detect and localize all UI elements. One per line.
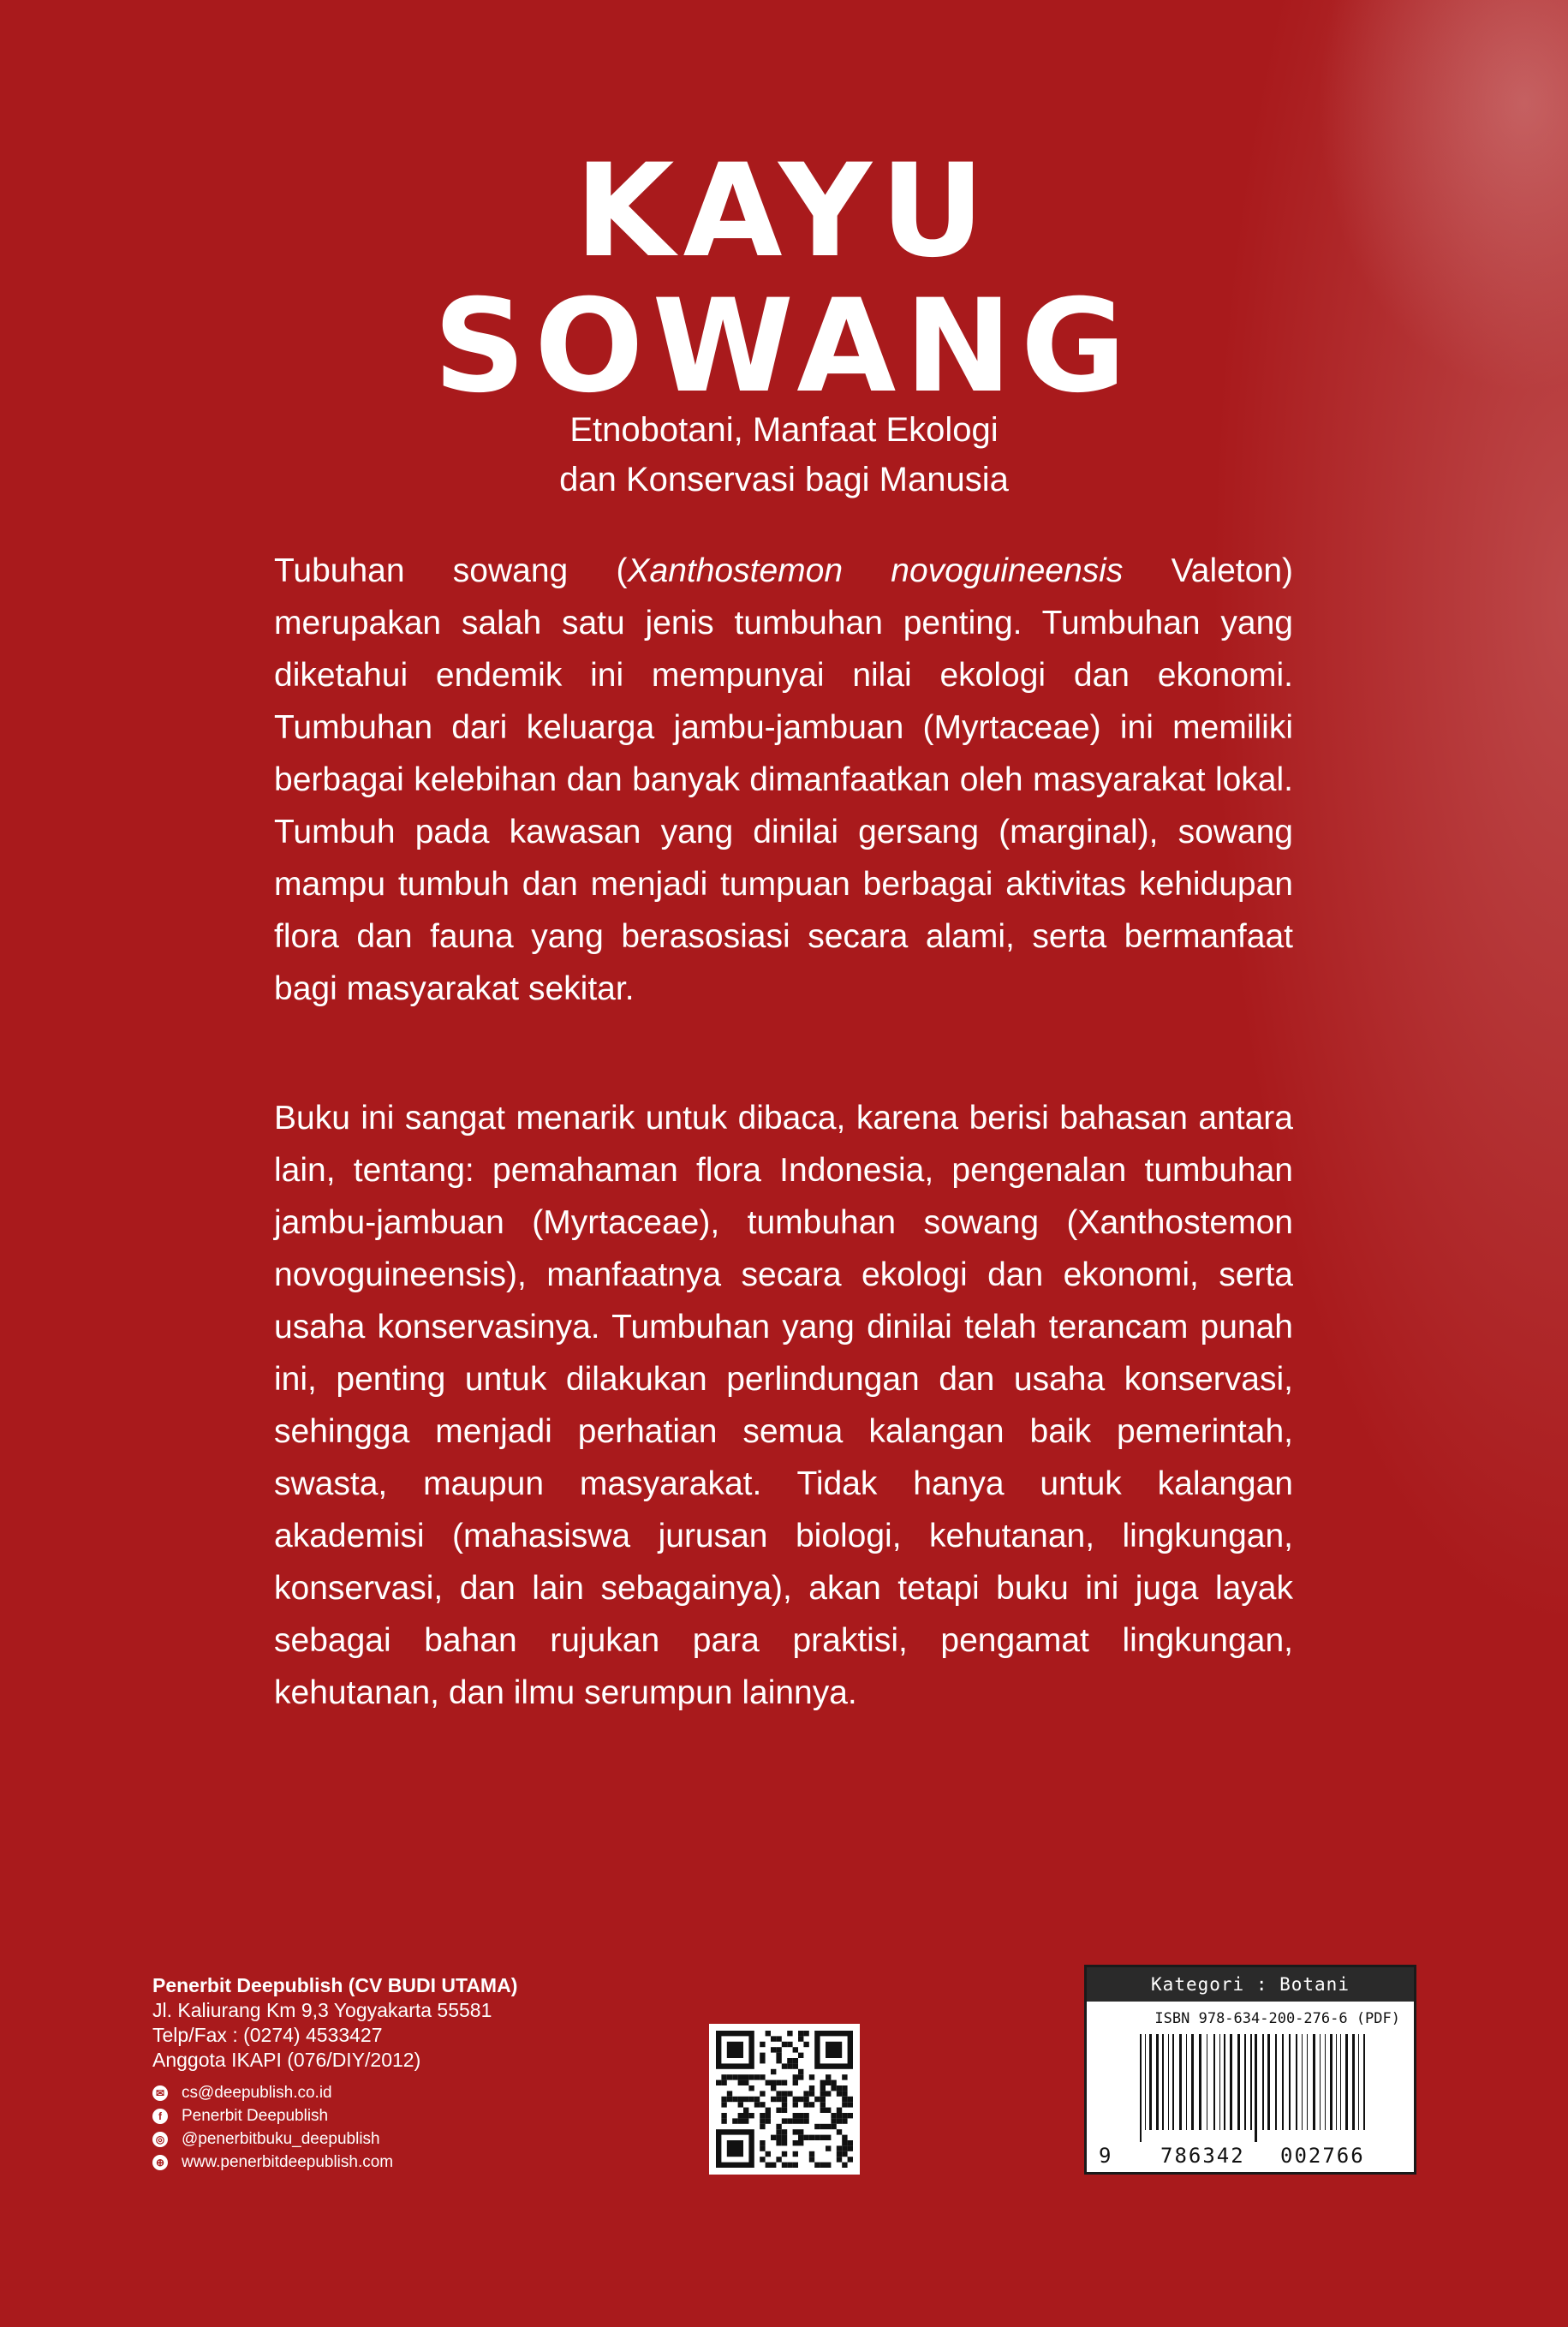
synopsis-paragraph-1 <box>274 545 1293 1015</box>
barcode <box>1135 2034 1374 2142</box>
publisher-phone: Telp/Fax : (0274) 4533427 <box>152 2024 383 2046</box>
contact-instagram-text: @penerbitbuku_deepublish <box>182 2129 380 2148</box>
publisher-member: Anggota IKAPI (076/DIY/2012) <box>152 2049 421 2071</box>
barcode-digits <box>1087 2144 1414 2173</box>
contact-facebook-text: Penerbit Deepublish <box>182 2106 329 2125</box>
contact-email-text: cs@deepublish.co.id <box>182 2083 332 2102</box>
instagram-icon: ◎ <box>152 2132 168 2147</box>
barcode-digit-first: 9 <box>1099 2144 1112 2168</box>
contact-website-text: www.penerbitdeepublish.com <box>182 2152 394 2171</box>
p1-rest: Valeton) merupakan salah satu jenis tumbuhan penting. Tumbuhan yang diketahui endemik ini mempunyai nilai ekologi dan ekonomi. Tumbuhan dari keluarga jambu-jambuan (Myrtaceae) ini memiliki berbagai kelebihan dan banyak dimanfaatkan oleh masyarakat lokal. Tumbuh pada kawasan yang dinilai gersang (marginal), sowang mampu tumbuh dan menjadi tumpuan berbagai aktivitas kehidupan flora dan fauna yang berasosiasi secara alami, serta bermanfaat bagi masyarakat sekitar. <box>274 552 1293 1007</box>
qr-code-graphic <box>709 2024 860 2175</box>
contact-instagram <box>152 2127 517 2151</box>
contact-website <box>152 2151 517 2174</box>
email-icon: ✉ <box>152 2085 168 2101</box>
isbn-number: ISBN 978-634-200-276-6 (PDF) <box>1154 2010 1400 2027</box>
category-label: Kategori : Botani <box>1087 1967 1414 2002</box>
contact-facebook <box>152 2104 517 2127</box>
synopsis-paragraph-2: Buku ini sangat menarik untuk dibaca, karena berisi bahasan antara lain, tentang: pemahaman flora Indonesia, pengenalan tumbuhan jambu-jambuan (Myrtaceae), tumbuhan sowang (Xanthostemon novoguineensis), manfaatnya secara ekologi dan ekonomi, serta usaha konservasinya. Tumbuhan yang dinilai telah terancam punah ini, penting untuk dilakukan perlindungan dan usaha konservasi, sehingga menjadi perhatian semua kalangan baik pemerintah, swasta, maupun masyarakat. Tidak hanya untuk kalangan akademisi (mahasiswa jurusan biologi, kehutanan, lingkungan, konservasi, dan lain sebagainya), akan tetapi buku ini juga layak sebagai bahan rujukan para praktisi, pengamat lingkungan, kehutanan, dan ilmu serumpun lainnya. <box>274 1100 1293 1711</box>
title-line-2: SOWANG <box>432 272 1135 421</box>
facebook-icon: f <box>152 2109 168 2124</box>
publisher-name: Penerbit Deepublish (CV BUDI UTAMA) <box>152 1974 518 1996</box>
qr-code <box>709 2024 860 2175</box>
publisher-info <box>152 1972 517 2174</box>
publisher-address: Jl. Kaliurang Km 9,3 Yogyakarta 55581 <box>152 1999 492 2021</box>
globe-icon: ⊕ <box>152 2155 168 2170</box>
scientific-name: Xanthostemon novoguineensis <box>627 552 1124 589</box>
contact-list <box>152 2081 517 2174</box>
barcode-digits-left: 786342 <box>1160 2144 1245 2168</box>
barcode-digits-right: 002766 <box>1280 2144 1365 2168</box>
title-line-1: KAYU <box>575 137 993 286</box>
subtitle-line-1: Etnobotani, Manfaat Ekologi <box>569 411 999 449</box>
p1-start: Tubuhan sowang ( <box>274 552 628 589</box>
isbn-box <box>1084 1965 1416 2175</box>
subtitle-line-2: dan Konservasi bagi Manusia <box>559 461 1009 498</box>
contact-email <box>152 2081 517 2104</box>
